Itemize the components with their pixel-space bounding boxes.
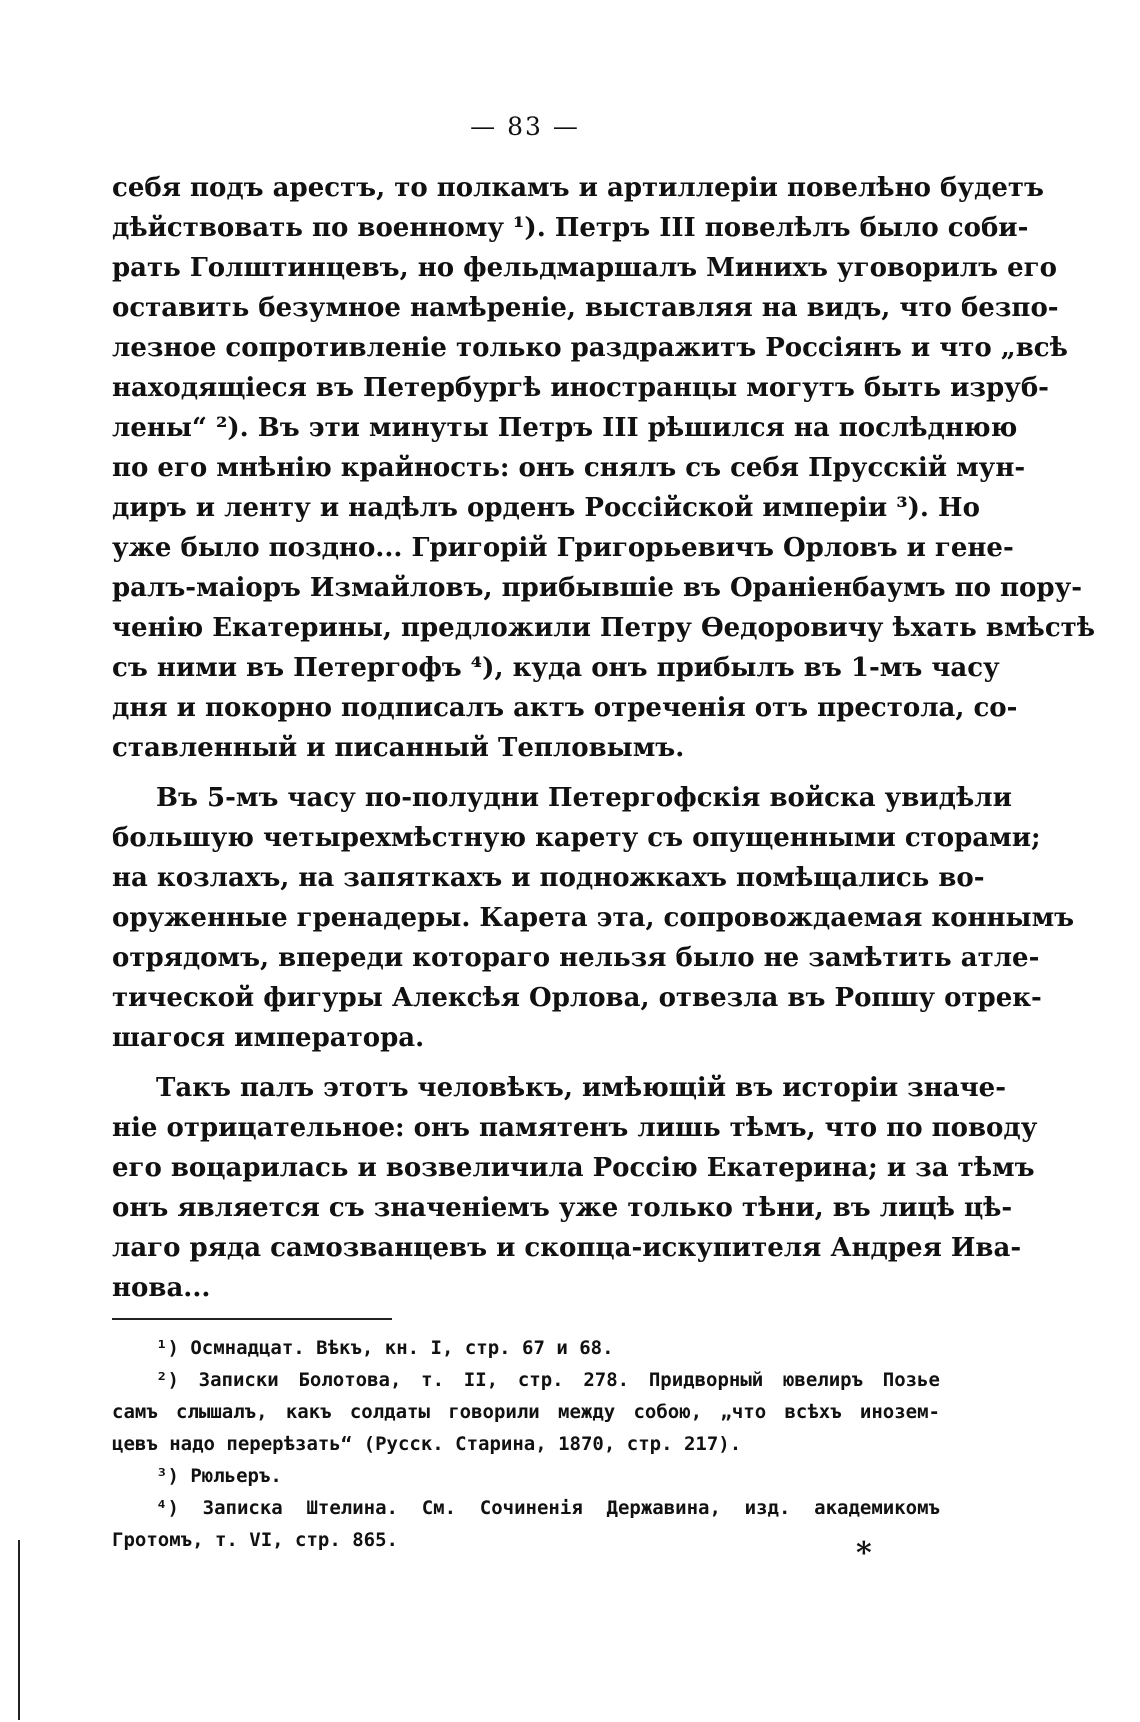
text-line: находящіеся въ Петербургѣ иностранцы могутъ быть изруб-	[112, 373, 1049, 403]
text-line: лезное сопротивленіе только раздражитъ Россіянъ и что „всѣ	[112, 333, 1068, 363]
text-line: оруженные гренадеры. Карета эта, сопровождаемая коннымъ	[112, 903, 1075, 933]
text-line: лены“ ²). Въ эти минуты Петръ III рѣшился на послѣднюю	[112, 413, 1018, 443]
paragraph-gap	[112, 768, 940, 778]
footnote-line: Гротомъ, т. VI, стр. 865.	[112, 1529, 398, 1551]
footnote-line: ²) Записки Болотова, т. II, стр. 278. Придворный ювелиръ Позье	[156, 1369, 940, 1391]
text-line: нова...	[112, 1273, 211, 1303]
text-line: большую четырехмѣстную карету съ опущенными сторами;	[112, 823, 1041, 853]
text-line: по его мнѣнію крайность: онъ снялъ съ себя Прусскій мун-	[112, 453, 1026, 483]
text-line: ніе отрицательное: онъ памятенъ лишь тѣмъ, что по поводу	[112, 1113, 1038, 1143]
footnote-line: ³) Рюльеръ.	[156, 1465, 282, 1487]
footnote-line: ¹) Осмнадцат. Вѣкъ, кн. I, стр. 67 и 68.	[156, 1337, 614, 1359]
text-line: Въ 5-мъ часу по-полудни Петергофскія войска увидѣли	[156, 783, 1012, 813]
text-line: ченію Екатерины, предложили Петру Ѳедоровичу ѣхать вмѣстѣ	[112, 613, 1096, 643]
text-line: отрядомъ, впереди котораго нельзя было не замѣтить атле-	[112, 943, 1040, 973]
text-line: на козлахъ, на запяткахъ и подножкахъ помѣщались во-	[112, 863, 985, 893]
footnote-line: самъ слышалъ, какъ солдаты говорили между собою, „что всѣхъ инозем-	[112, 1401, 940, 1423]
footnote-line: цевъ надо перерѣзать“ (Русск. Старина, 1870, стр. 217).	[112, 1433, 742, 1455]
text-line: его воцарилась и возвеличила Россію Екатерина; и за тѣмъ	[112, 1153, 1035, 1183]
page-edge-line	[18, 1540, 20, 1720]
text-line: дѣйствовать по военному ¹). Петръ III повелѣлъ было соби-	[112, 213, 1029, 243]
text-line: диръ и ленту и надѣлъ орденъ Россійской имперіи ³). Но	[112, 493, 980, 523]
text-line: Такъ палъ этотъ человѣкъ, имѣющій въ исторіи значе-	[156, 1073, 1006, 1103]
text-line: рать Голштинцевъ, но фельдмаршалъ Минихъ уговорилъ его	[112, 253, 1057, 283]
paragraph-gap	[112, 1058, 940, 1068]
footnote-line: ⁴) Записка Штелина. См. Сочиненія Державина, изд. академикомъ	[156, 1497, 940, 1519]
printer-signature-mark: *	[856, 1536, 872, 1571]
text-line: оставить безумное намѣреніе, выставляя на видъ, что безпо-	[112, 293, 1059, 323]
footnotes	[112, 1332, 940, 1556]
text-line: тической фигуры Алексѣя Орлова, отвезла въ Ропшу отрек-	[112, 983, 1042, 1013]
text-line: ралъ-маіоръ Измайловъ, прибывшіе въ Ораніенбаумъ по пору-	[112, 573, 1082, 603]
text-line: себя подъ арестъ, то полкамъ и артиллеріи повелѣно будетъ	[112, 173, 1044, 203]
text-line: дня и покорно подписалъ актъ отреченія отъ престола, со-	[112, 693, 1018, 723]
text-line: онъ является съ значеніемъ уже только тѣни, въ лицѣ цѣ-	[112, 1193, 1013, 1223]
text-line: уже было поздно... Григорій Григорьевичъ Орловъ и гене-	[112, 533, 1014, 563]
body-text	[112, 168, 1096, 1308]
page-number: — 83 —	[470, 112, 580, 141]
footnote-divider	[112, 1318, 392, 1320]
text-line: лаго ряда самозванцевъ и скопца-искупителя Андрея Ива-	[112, 1233, 1022, 1263]
text-line: шагося императора.	[112, 1023, 425, 1053]
text-line: ставленный и писанный Тепловымъ.	[112, 733, 685, 763]
text-line: съ ними въ Петергофъ ⁴), куда онъ прибылъ въ 1-мъ часу	[112, 653, 1000, 683]
